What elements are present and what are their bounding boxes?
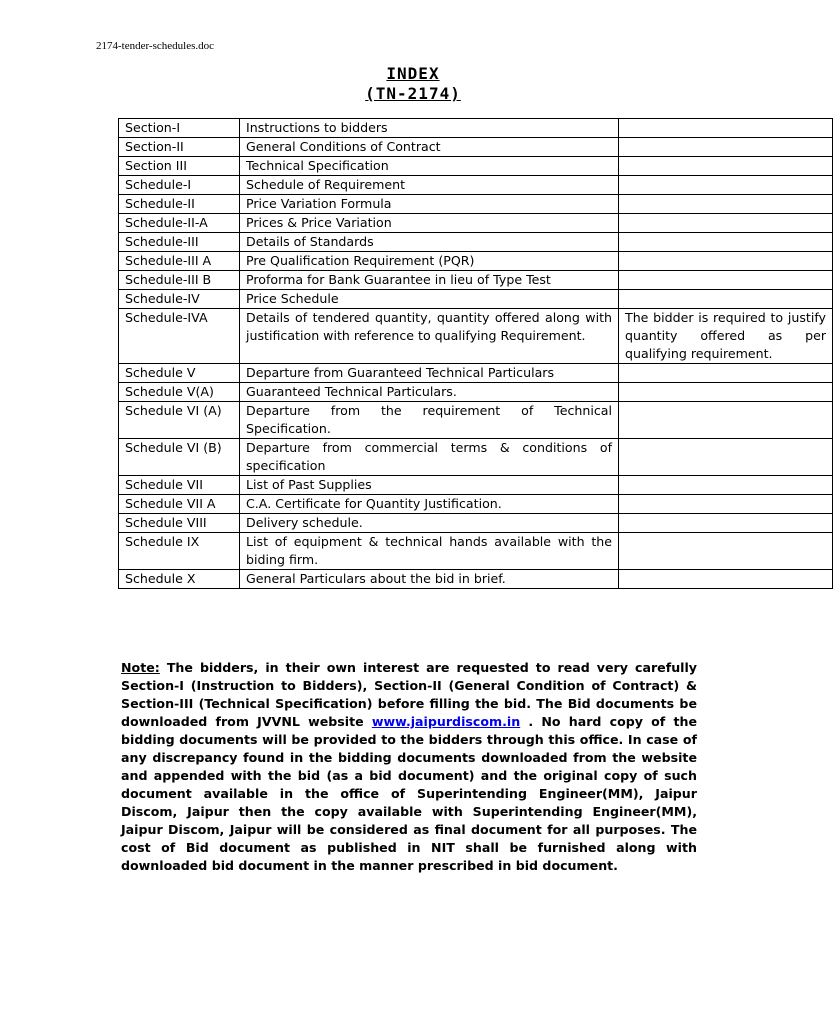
index-row	[119, 290, 833, 309]
index-row	[119, 233, 833, 252]
index-section-cell: Schedule V	[119, 364, 240, 383]
index-section-cell: Schedule-III A	[119, 252, 240, 271]
index-remarks-cell	[619, 252, 833, 271]
index-row	[119, 570, 833, 589]
index-row	[119, 195, 833, 214]
index-description-cell: Prices & Price Variation	[240, 214, 619, 233]
index-description-cell: Price Schedule	[240, 290, 619, 309]
index-row	[119, 514, 833, 533]
index-section-cell: Schedule X	[119, 570, 240, 589]
index-table	[118, 118, 833, 589]
index-remarks-cell	[619, 214, 833, 233]
index-row	[119, 157, 833, 176]
index-description-cell: Technical Specification	[240, 157, 619, 176]
tender-number: (TN-2174)	[365, 84, 461, 103]
note-paragraph	[121, 659, 697, 875]
index-description-cell: Departure from commercial terms & conditions of specification	[240, 439, 619, 476]
index-remarks-cell	[619, 514, 833, 533]
index-title: INDEX	[386, 64, 440, 83]
index-row	[119, 252, 833, 271]
index-remarks-cell: The bidder is required to justify quantity offered as per qualifying requirement.	[619, 309, 833, 364]
index-section-cell: Schedule-II-A	[119, 214, 240, 233]
index-row	[119, 119, 833, 138]
index-row	[119, 476, 833, 495]
index-section-cell: Section-I	[119, 119, 240, 138]
index-section-cell: Schedule VI (B)	[119, 439, 240, 476]
index-remarks-cell	[619, 176, 833, 195]
index-description-cell: General Particulars about the bid in brief.	[240, 570, 619, 589]
index-remarks-cell	[619, 157, 833, 176]
index-section-cell: Schedule IX	[119, 533, 240, 570]
index-section-cell: Schedule-III	[119, 233, 240, 252]
note-text-after-link: . No hard copy of the bidding documents will be provided to the bidders through this office. In case of any discrepancy found in the bidding documents downloaded from the website and appended with the bid (as a bid document) and the original copy of such document available in the office of Superintending Engineer(MM), Jaipur Discom, Jaipur then the copy available with Superintending Engineer(MM), Jaipur Discom, Jaipur will be considered as final document for all purposes. The cost of Bid document as published in NIT shall be furnished along with downloaded bid document in the manner prescribed in bid document.	[121, 714, 697, 873]
index-remarks-cell	[619, 138, 833, 157]
index-row	[119, 271, 833, 290]
index-section-cell: Schedule VIII	[119, 514, 240, 533]
index-section-cell: Section-II	[119, 138, 240, 157]
index-row	[119, 309, 833, 364]
index-row	[119, 383, 833, 402]
index-remarks-cell	[619, 195, 833, 214]
index-remarks-cell	[619, 290, 833, 309]
index-row	[119, 402, 833, 439]
index-section-cell: Section III	[119, 157, 240, 176]
index-description-cell: Guaranteed Technical Particulars.	[240, 383, 619, 402]
index-row	[119, 138, 833, 157]
website-link[interactable]: www.jaipurdiscom.in	[371, 714, 521, 729]
index-section-cell: Schedule-III B	[119, 271, 240, 290]
index-description-cell: List of equipment & technical hands available with the biding firm.	[240, 533, 619, 570]
index-remarks-cell	[619, 476, 833, 495]
index-description-cell: Delivery schedule.	[240, 514, 619, 533]
index-section-cell: Schedule-IV	[119, 290, 240, 309]
index-section-cell: Schedule VI (A)	[119, 402, 240, 439]
document-filename: 2174-tender-schedules.doc	[96, 40, 214, 52]
index-section-cell: Schedule VII	[119, 476, 240, 495]
index-remarks-cell	[619, 533, 833, 570]
index-description-cell: Details of Standards	[240, 233, 619, 252]
index-row	[119, 439, 833, 476]
index-description-cell: C.A. Certificate for Quantity Justification.	[240, 495, 619, 514]
index-description-cell: Schedule of Requirement	[240, 176, 619, 195]
index-section-cell: Schedule-IVA	[119, 309, 240, 364]
index-remarks-cell	[619, 233, 833, 252]
index-row	[119, 176, 833, 195]
index-row	[119, 495, 833, 514]
note-label: Note:	[121, 660, 160, 675]
index-remarks-cell	[619, 364, 833, 383]
index-remarks-cell	[619, 402, 833, 439]
index-remarks-cell	[619, 271, 833, 290]
index-row	[119, 364, 833, 383]
note-text-before-link: The bidders, in their own interest are requested to read very carefully Section-I (Instruction to Bidders), Section-II (General Condition of Contract) & Section-III (Technical Specification) before filling the bid. The Bid documents be downloaded from JVVNL website	[121, 660, 697, 729]
index-description-cell: Departure from the requirement of Technical Specification.	[240, 402, 619, 439]
index-section-cell: Schedule VII A	[119, 495, 240, 514]
index-row	[119, 533, 833, 570]
index-row	[119, 214, 833, 233]
index-section-cell: Schedule-I	[119, 176, 240, 195]
index-description-cell: Proforma for Bank Guarantee in lieu of Type Test	[240, 271, 619, 290]
index-remarks-cell	[619, 495, 833, 514]
index-description-cell: General Conditions of Contract	[240, 138, 619, 157]
index-remarks-cell	[619, 570, 833, 589]
index-section-cell: Schedule-II	[119, 195, 240, 214]
index-description-cell: Details of tendered quantity, quantity offered along with justification with reference to qualifying Requirement.	[240, 309, 619, 364]
index-description-cell: Price Variation Formula	[240, 195, 619, 214]
index-description-cell: Instructions to bidders	[240, 119, 619, 138]
index-description-cell: Pre Qualification Requirement (PQR)	[240, 252, 619, 271]
index-table-body	[119, 119, 833, 589]
index-remarks-cell	[619, 439, 833, 476]
index-description-cell: List of Past Supplies	[240, 476, 619, 495]
index-remarks-cell	[619, 383, 833, 402]
index-section-cell: Schedule V(A)	[119, 383, 240, 402]
index-description-cell: Departure from Guaranteed Technical Particulars	[240, 364, 619, 383]
index-remarks-cell	[619, 119, 833, 138]
